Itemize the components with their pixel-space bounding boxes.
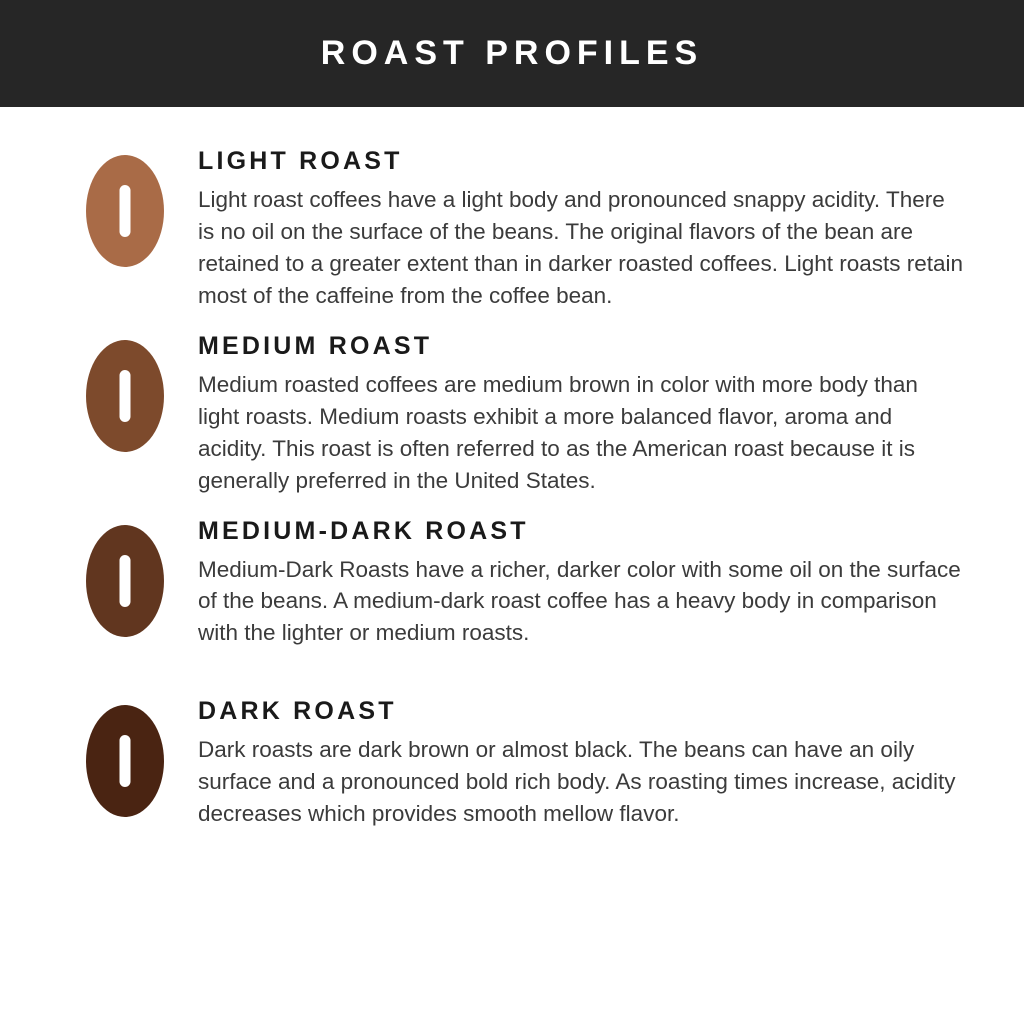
bean-crease bbox=[120, 185, 131, 237]
bean-crease bbox=[120, 735, 131, 787]
coffee-bean-icon bbox=[86, 340, 164, 452]
text-cell-light bbox=[190, 147, 964, 312]
roast-title-medium-dark: MEDIUM-DARK ROAST bbox=[198, 516, 529, 545]
roast-description-medium-dark: Medium-Dark Roasts have a richer, darker color with some oil on the surface of the beans. A medium-dark roast coffee has a heavy body in comparison with the lighter or medium roasts. bbox=[198, 556, 961, 646]
header-bar bbox=[0, 0, 1024, 107]
coffee-bean-icon bbox=[86, 525, 164, 637]
roast-list bbox=[0, 107, 1024, 830]
bean-cell-light bbox=[60, 147, 190, 267]
coffee-bean-icon bbox=[86, 155, 164, 267]
bean-crease bbox=[120, 555, 131, 607]
roast-item-light bbox=[60, 147, 964, 312]
roast-item-dark bbox=[60, 697, 964, 830]
roast-description-dark: Dark roasts are dark brown or almost black. The beans can have an oily surface and a pronounced bold rich body. As roasting times increase, acidity decreases which provides smooth mellow flavor. bbox=[198, 737, 956, 827]
text-cell-medium bbox=[190, 332, 964, 497]
roast-item-medium-dark bbox=[60, 517, 964, 650]
page-title: ROAST PROFILES bbox=[320, 34, 704, 72]
roast-item-medium bbox=[60, 332, 964, 497]
coffee-bean-icon bbox=[86, 705, 164, 817]
bean-cell-medium bbox=[60, 332, 190, 452]
bean-cell-medium-dark bbox=[60, 517, 190, 637]
roast-description-light: Light roast coffees have a light body and pronounced snappy acidity. There is no oil on the surface of the beans. The original flavors of the bean are retained to a greater extent than in darker roasted coffees. Light roasts retain most of the caffeine from the coffee bean. bbox=[198, 187, 964, 308]
roast-title-dark: DARK ROAST bbox=[198, 697, 397, 726]
roast-title-light: LIGHT ROAST bbox=[198, 147, 403, 175]
bean-crease bbox=[120, 370, 131, 422]
roast-description-medium: Medium roasted coffees are medium brown in color with more body than light roasts. Medium roasts exhibit a more balanced flavor, aroma and acidity. This roast is often referred to as the American roast because it is generally preferred in the United States. bbox=[198, 371, 918, 493]
roast-title-medium: MEDIUM ROAST bbox=[198, 331, 433, 360]
bean-cell-dark bbox=[60, 697, 190, 817]
text-cell-medium-dark bbox=[190, 517, 964, 650]
text-cell-dark bbox=[190, 697, 964, 830]
